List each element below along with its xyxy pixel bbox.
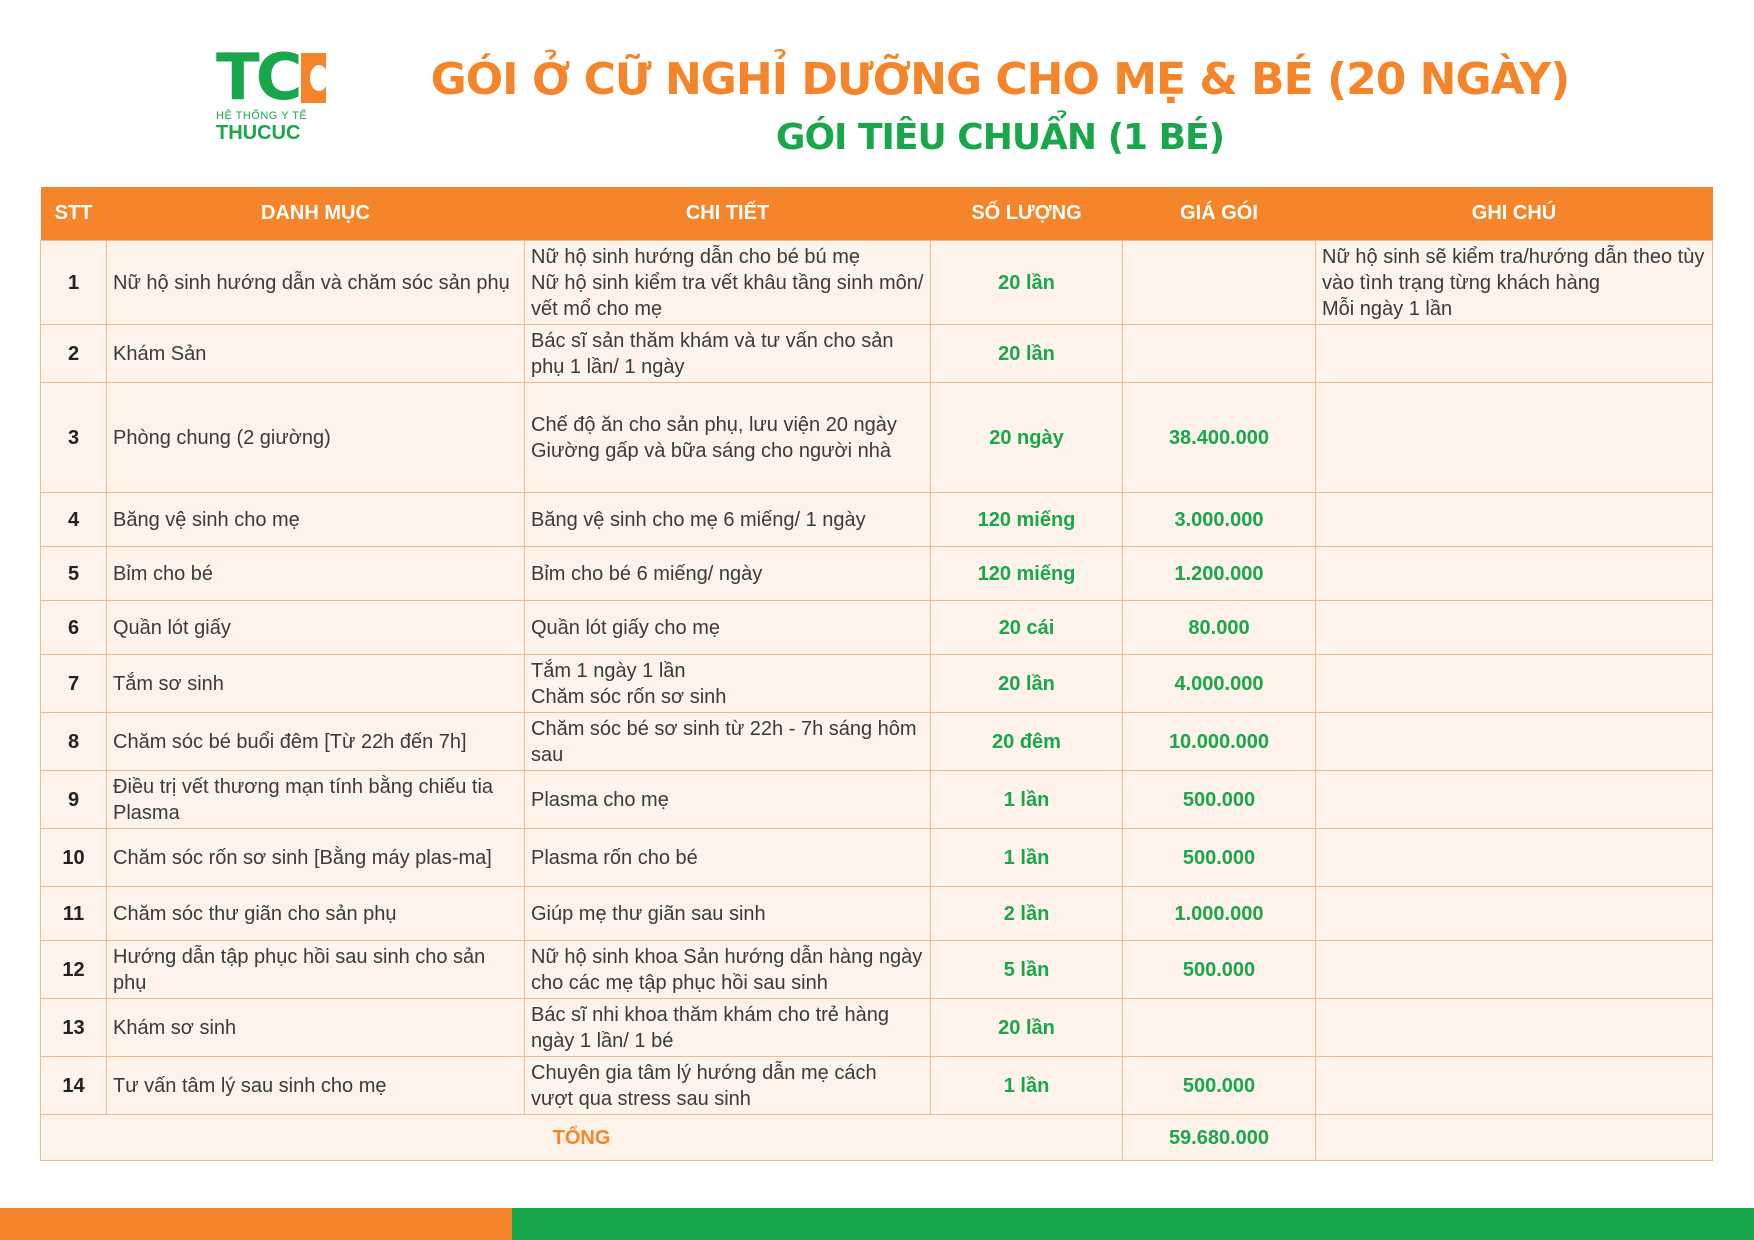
row-price: 3.000.000 [1123,493,1316,547]
row-price [1123,999,1316,1057]
row-price: 38.400.000 [1123,383,1316,493]
row-price: 500.000 [1123,1057,1316,1115]
row-detail: Bác sĩ sản thăm khám và tư vấn cho sản phụ 1 lần/ 1 ngày [525,325,931,383]
table-row [41,887,1713,941]
row-category: Hướng dẫn tập phục hồi sau sinh cho sản phụ [107,941,525,999]
row-note [1316,601,1713,655]
row-detail: Bác sĩ nhi khoa thăm khám cho trẻ hàng ngày 1 lần/ 1 bé [525,999,931,1057]
package-table [40,187,1713,1161]
table-row [41,713,1713,771]
row-stt: 9 [41,771,107,829]
row-price [1123,241,1316,325]
row-stt: 1 [41,241,107,325]
row-quantity: 20 lần [931,241,1123,325]
row-quantity: 20 lần [931,655,1123,713]
row-note: Nữ hộ sinh sẽ kiểm tra/hướng dẫn theo tùy vào tình trạng từng khách hàng Mỗi ngày 1 lần [1316,241,1713,325]
row-stt: 6 [41,601,107,655]
row-category: Băng vệ sinh cho mẹ [107,493,525,547]
row-note [1316,887,1713,941]
row-quantity: 1 lần [931,829,1123,887]
table-row [41,383,1713,493]
row-category: Khám sơ sinh [107,999,525,1057]
row-category: Tắm sơ sinh [107,655,525,713]
table-row [41,1057,1713,1115]
row-category: Chăm sóc rốn sơ sinh [Bằng máy plas-ma] [107,829,525,887]
table-row [41,493,1713,547]
row-quantity: 1 lần [931,1057,1123,1115]
footer-bar-orange [0,1208,512,1240]
row-note [1316,999,1713,1057]
row-price: 500.000 [1123,771,1316,829]
table-row [41,601,1713,655]
row-note [1316,713,1713,771]
row-price: 1.000.000 [1123,887,1316,941]
row-price: 10.000.000 [1123,713,1316,771]
row-stt: 5 [41,547,107,601]
table-row [41,325,1713,383]
total-value: 59.680.000 [1123,1115,1316,1161]
row-category: Chăm sóc bé buổi đêm [Từ 22h đến 7h] [107,713,525,771]
header-note: GHI CHÚ [1316,187,1713,241]
header-stt: STT [41,187,107,241]
row-stt: 13 [41,999,107,1057]
row-detail: Quần lót giấy cho mẹ [525,601,931,655]
row-detail: Plasma cho mẹ [525,771,931,829]
logo [216,41,326,156]
logo-subtitle: HỆ THỐNG Y TẾ [216,110,308,122]
header-category: DANH MỤC [107,187,525,241]
row-quantity: 20 ngày [931,383,1123,493]
row-stt: 3 [41,383,107,493]
row-price: 80.000 [1123,601,1316,655]
row-stt: 11 [41,887,107,941]
row-stt: 2 [41,325,107,383]
row-price: 4.000.000 [1123,655,1316,713]
logo-square-icon [301,53,326,103]
table-row [41,771,1713,829]
total-row [41,1115,1713,1161]
row-stt: 12 [41,941,107,999]
row-detail: Chuyên gia tâm lý hướng dẫn mẹ cách vượt qua stress sau sinh [525,1057,931,1115]
logo-mark [216,41,326,115]
row-category: Tư vấn tâm lý sau sinh cho mẹ [107,1057,525,1115]
row-note [1316,325,1713,383]
total-label: TỔNG [41,1115,1123,1161]
row-detail: Chăm sóc bé sơ sinh từ 22h - 7h sáng hôm sau [525,713,931,771]
row-stt: 7 [41,655,107,713]
row-detail: Bỉm cho bé 6 miếng/ ngày [525,547,931,601]
row-quantity: 20 lần [931,999,1123,1057]
page-title: GÓI Ở CỮ NGHỈ DƯỠNG CHO MẸ & BÉ (20 NGÀY) [430,54,1570,105]
row-quantity: 20 cái [931,601,1123,655]
row-note [1316,493,1713,547]
row-price: 500.000 [1123,829,1316,887]
header-price: GIÁ GÓI [1123,187,1316,241]
row-quantity: 120 miếng [931,493,1123,547]
header-quantity: SỐ LƯỢNG [931,187,1123,241]
footer-bar-green [512,1208,1754,1240]
logo-letter-c: C [255,41,299,115]
row-price: 500.000 [1123,941,1316,999]
row-note [1316,829,1713,887]
row-quantity: 20 đêm [931,713,1123,771]
row-category: Khám Sản [107,325,525,383]
row-price: 1.200.000 [1123,547,1316,601]
row-stt: 4 [41,493,107,547]
row-detail: Nữ hộ sinh khoa Sản hướng dẫn hàng ngày cho các mẹ tập phục hồi sau sinh [525,941,931,999]
row-quantity: 120 miếng [931,547,1123,601]
logo-letter-t: T [216,41,256,115]
page-subtitle: GÓI TIÊU CHUẨN (1 BÉ) [775,117,1225,158]
row-price [1123,325,1316,383]
logo-brand: THUCUC [216,122,301,144]
row-category: Quần lót giấy [107,601,525,655]
row-note [1316,547,1713,601]
row-detail: Tắm 1 ngày 1 lần Chăm sóc rốn sơ sinh [525,655,931,713]
row-category: Bỉm cho bé [107,547,525,601]
header-detail: CHI TIẾT [525,187,931,241]
row-quantity: 1 lần [931,771,1123,829]
row-stt: 8 [41,713,107,771]
table-row [41,829,1713,887]
table-row [41,547,1713,601]
row-note [1316,383,1713,493]
row-detail: Chế độ ăn cho sản phụ, lưu viện 20 ngày Giường gấp và bữa sáng cho người nhà [525,383,931,493]
row-quantity: 2 lần [931,887,1123,941]
row-detail: Nữ hộ sinh hướng dẫn cho bé bú mẹ Nữ hộ sinh kiểm tra vết khâu tầng sinh môn/ vết mổ cho mẹ [525,241,931,325]
row-note [1316,655,1713,713]
row-detail: Plasma rốn cho bé [525,829,931,887]
row-detail: Giúp mẹ thư giãn sau sinh [525,887,931,941]
row-category: Phòng chung (2 giường) [107,383,525,493]
row-quantity: 20 lần [931,325,1123,383]
table-row [41,941,1713,999]
total-note [1316,1115,1713,1161]
table-header-row [41,187,1713,241]
row-note [1316,1057,1713,1115]
row-quantity: 5 lần [931,941,1123,999]
table-row [41,999,1713,1057]
row-note [1316,941,1713,999]
row-category: Điều trị vết thương mạn tính bằng chiếu tia Plasma [107,771,525,829]
row-category: Nữ hộ sinh hướng dẫn và chăm sóc sản phụ [107,241,525,325]
table-row [41,655,1713,713]
row-category: Chăm sóc thư giãn cho sản phụ [107,887,525,941]
row-stt: 14 [41,1057,107,1115]
row-note [1316,771,1713,829]
row-detail: Băng vệ sinh cho mẹ 6 miếng/ 1 ngày [525,493,931,547]
row-stt: 10 [41,829,107,887]
table-row [41,241,1713,325]
